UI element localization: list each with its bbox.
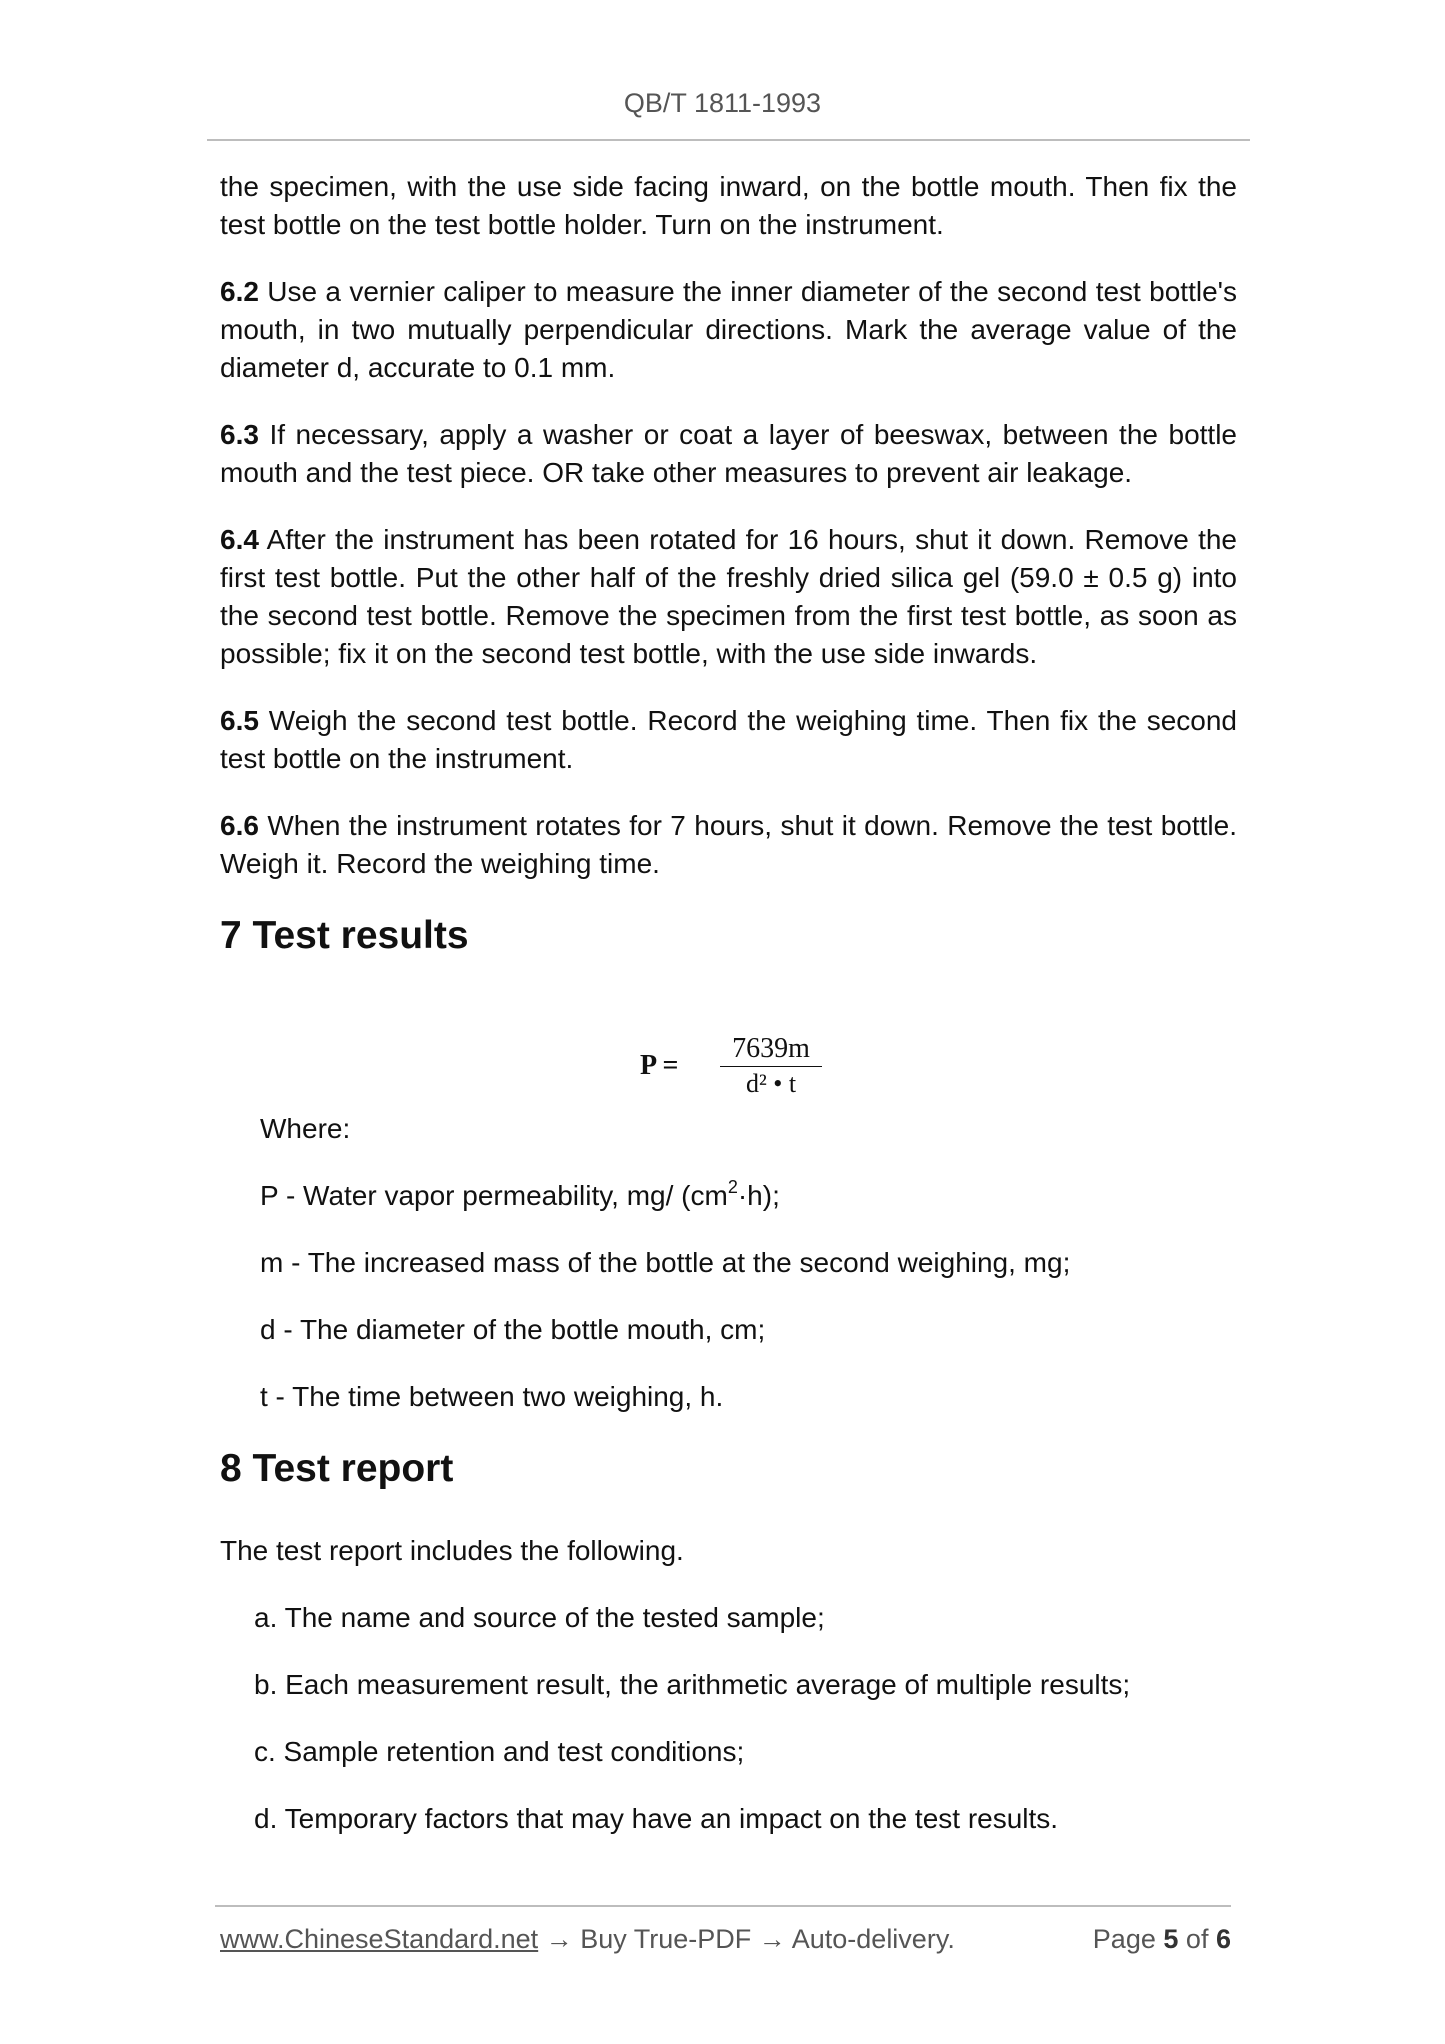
list-item: b. Each measurement result, the arithmetic average of multiple results; xyxy=(254,1669,1131,1700)
definition-t: t - The time between two weighing, h. xyxy=(260,1381,724,1412)
step-text: When the instrument rotates for 7 hours, shut it down. Remove the test bottle. Weigh it. Record the weighing time. xyxy=(220,810,1237,879)
header-divider xyxy=(207,139,1250,141)
page-number xyxy=(1093,1924,1231,1955)
formula-numerator: 7639m xyxy=(732,1033,810,1064)
step-number: 6.5 xyxy=(220,705,259,736)
formula-lhs: P = xyxy=(640,1050,679,1081)
step-number: 6.3 xyxy=(220,419,259,450)
intro-paragraph: the specimen, with the use side facing inward, on the bottle mouth. Then fix the test bottle on the test bottle holder. Turn on the instrument. xyxy=(220,171,1237,240)
section-heading-test-results: 7 Test results xyxy=(220,914,469,957)
formula-denominator: d² • t xyxy=(745,1069,797,1098)
step-text: After the instrument has been rotated for 16 hours, shut it down. Remove the first test bottle. Put the other half of the freshly dried silica gel (59.0 ± 0.5 g) into the second test bottle. Remove the specimen from the first test bottle, as soon as possible; fix it on the second test bottle, with the use side inwards. xyxy=(220,524,1238,669)
page-footer xyxy=(220,1924,1231,1960)
step-6-6 xyxy=(220,807,1237,883)
document-body xyxy=(220,168,1237,1867)
step-6-2 xyxy=(220,273,1237,387)
definition-m: m - The increased mass of the bottle at the second weighing, mg; xyxy=(260,1247,1071,1278)
page-of: of xyxy=(1185,1924,1209,1954)
page-total: 6 xyxy=(1215,1924,1231,1954)
definition-p-prefix: P - Water vapor permeability, mg/ (cm xyxy=(260,1180,728,1211)
definition-p-superscript: 2 xyxy=(727,1177,738,1197)
step-number: 6.2 xyxy=(220,276,259,307)
report-list xyxy=(254,1599,1237,1838)
page-header-title: QB/T 1811-1993 xyxy=(623,88,822,118)
footer-promo xyxy=(220,1924,955,1955)
step-6-3 xyxy=(220,416,1237,492)
definition-p xyxy=(260,1177,1237,1215)
step-number: 6.4 xyxy=(220,524,259,555)
website-link[interactable]: www.ChineseStandard.net xyxy=(220,1924,539,1954)
step-text: Weigh the second test bottle. Record the weighing time. Then fix the second test bottle on the instrument. xyxy=(220,705,1237,774)
step-6-5 xyxy=(220,702,1237,778)
step-number: 6.6 xyxy=(220,810,259,841)
step-6-4 xyxy=(220,521,1237,673)
definition-d: d - The diameter of the bottle mouth, cm; xyxy=(260,1314,766,1345)
where-label: Where: xyxy=(260,1113,351,1144)
page-label: Page xyxy=(1092,1924,1156,1954)
footer-divider xyxy=(215,1905,1231,1907)
section-heading-test-report: 8 Test report xyxy=(220,1447,454,1490)
list-item: c. Sample retention and test conditions; xyxy=(254,1736,745,1767)
step-text: Use a vernier caliper to measure the inner diameter of the second test bottle's mouth, in two mutually perpendicular directions. Mark the average value of the diameter d, accurate to 0.1 mm. xyxy=(220,276,1238,383)
list-item: a. The name and source of the tested sample; xyxy=(254,1602,825,1633)
report-intro: The test report includes the following. xyxy=(220,1535,684,1566)
formula-fraction xyxy=(720,1032,822,1101)
list-item: d. Temporary factors that may have an impact on the test results. xyxy=(254,1803,1059,1834)
footer-tagline: → Buy True-PDF → Auto-delivery. xyxy=(538,1924,955,1954)
page-current: 5 xyxy=(1163,1924,1179,1954)
definition-p-suffix: ·h); xyxy=(737,1180,780,1211)
step-text: If necessary, apply a washer or coat a layer of beeswax, between the bottle mouth and the test piece. OR take other measures to prevent air leakage. xyxy=(220,419,1237,488)
formula-block xyxy=(220,960,1237,1110)
